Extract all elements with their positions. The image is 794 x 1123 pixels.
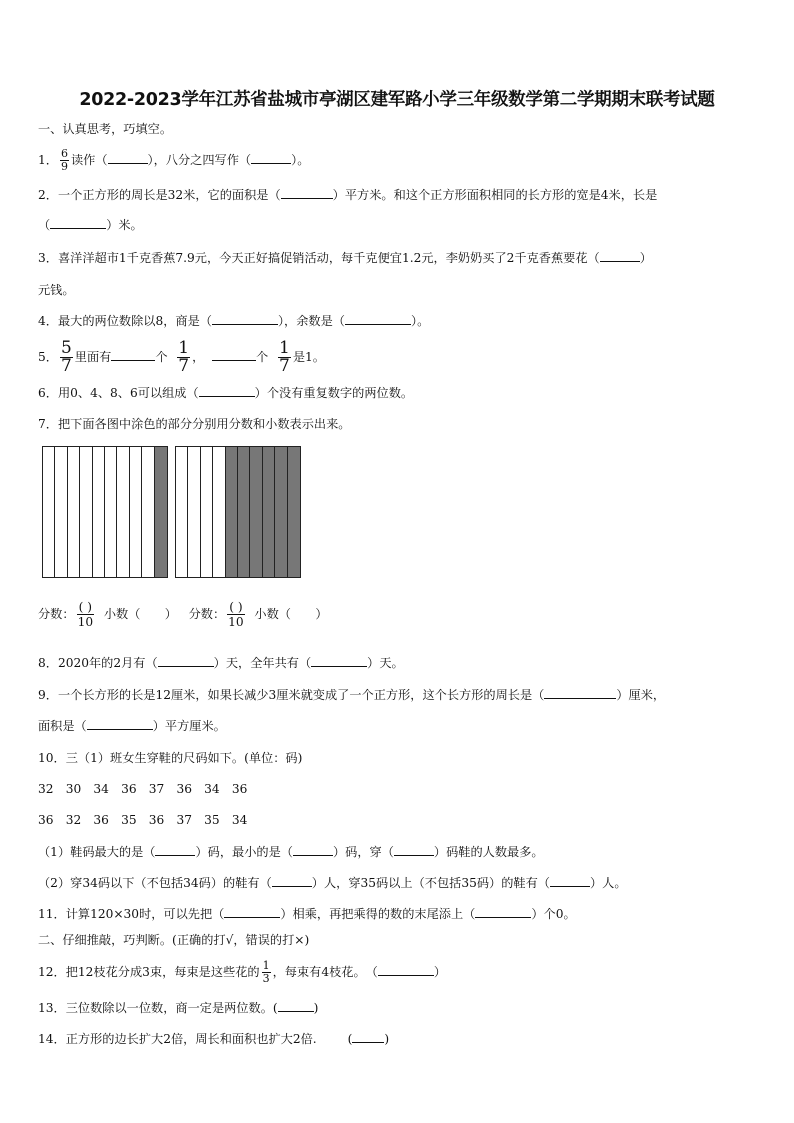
answer-blank[interactable]: [281, 187, 333, 199]
answer-blank[interactable]: [352, 1031, 384, 1043]
answer-blank[interactable]: [311, 655, 367, 667]
unshaded-strip: [105, 447, 117, 577]
shaded-strip: [238, 447, 250, 577]
question-11: 11．计算120×30时，可以先把（ ）相乘，再把乘得的数的末尾添上（ ）个0。: [38, 907, 576, 921]
unshaded-strip: [93, 447, 105, 577]
answer-blank[interactable]: [212, 349, 256, 361]
question-7-answers: 分数： $\frac{( )}{10}$ 小数（ ） 分数： $\frac{( )}{10}$ 小数（ ）: [38, 600, 328, 629]
question-10-part-2: （2）穿34码以下（不包括34码）的鞋有（ ）人，穿35码以上（不包括35码）的鞋有（ ）人。: [38, 876, 627, 890]
answer-blank[interactable]: [293, 844, 333, 856]
unshaded-strip: [213, 447, 225, 577]
answer-blank[interactable]: [345, 313, 411, 325]
strip-figure-2: [175, 446, 301, 578]
question-10: 10．三（1）班女生穿鞋的尺码如下。(单位：码): [38, 751, 303, 765]
section-heading-2: 二、仔细推敲，巧判断。(正确的打√，错误的打×): [38, 933, 310, 947]
unshaded-strip: [117, 447, 129, 577]
data-row-2: 36 32 36 35 36 37 35 34: [38, 813, 248, 827]
section-heading-1: 一、认真思考，巧填空。: [38, 122, 173, 136]
fraction-answer-2: $\frac{( )}{10}$: [228, 600, 244, 629]
fraction-answer-1: $\frac{( )}{10}$: [77, 600, 94, 629]
answer-blank[interactable]: [87, 718, 153, 730]
answer-blank[interactable]: [224, 906, 280, 918]
unshaded-strip: [55, 447, 67, 577]
question-6: 6．用0、4、8、6可以组成（ ）个没有重复数字的两位数。: [38, 386, 414, 400]
fraction-5-7: $\frac{5}{7}$: [60, 338, 72, 376]
answer-blank[interactable]: [155, 844, 195, 856]
fraction-1-7: $\frac{1}{7}$: [178, 338, 190, 376]
question-7: 7．把下面各图中涂色的部分分别用分数和小数表示出来。: [38, 417, 351, 431]
question-3-cont: 元钱。: [38, 283, 75, 297]
answer-blank[interactable]: [550, 875, 590, 887]
data-row-1: 32 30 34 36 37 36 34 36: [38, 782, 248, 796]
answer-blank[interactable]: [199, 385, 255, 397]
shaded-strip: [275, 447, 287, 577]
question-4: 4．最大的两位数除以8，商是（ ），余数是（ ）。: [38, 314, 430, 328]
page-title: 2022-2023学年江苏省盐城市亭湖区建军路小学三年级数学第二学期期末联考试题: [79, 90, 715, 110]
question-3: 3．喜洋洋超市1千克香蕉7.9元，今天正好搞促销活动，每千克便宜1.2元，李奶奶买了2千克香蕉要花（ ）: [38, 251, 652, 265]
answer-blank[interactable]: [251, 152, 291, 164]
unshaded-strip: [142, 447, 154, 577]
question-5: 5． $\frac{5}{7}$ 里面有 个 $\frac{1}{7}$ ， 个 $\frac{1}{7}$ 是1。: [38, 338, 325, 376]
question-2-cont: （ ）米。: [38, 218, 143, 232]
shaded-strip: [226, 447, 238, 577]
answer-blank[interactable]: [108, 152, 148, 164]
fraction-6-9: $\frac{6}{9}$: [60, 147, 68, 173]
unshaded-strip: [176, 447, 188, 577]
unshaded-strip: [188, 447, 200, 577]
shaded-strip: [250, 447, 262, 577]
unshaded-strip: [80, 447, 92, 577]
fraction-1-3: $\frac{1}{3}$: [262, 959, 270, 985]
question-13: 13．三位数除以一位数，商一定是两位数。( ): [38, 1001, 319, 1015]
shaded-strip: [155, 447, 167, 577]
unshaded-strip: [201, 447, 213, 577]
fraction-1-7: $\frac{1}{7}$: [278, 338, 290, 376]
answer-blank[interactable]: [212, 313, 278, 325]
answer-blank[interactable]: [475, 906, 531, 918]
question-9: 9．一个长方形的长是12厘米，如果长减少3厘米就变成了一个正方形，这个长方形的周长是（ ）厘米，: [38, 688, 666, 702]
shaded-strip: [288, 447, 300, 577]
answer-blank[interactable]: [111, 349, 155, 361]
question-10-part-1: （1）鞋码最大的是（ ）码，最小的是（ ）码，穿（ ）码鞋的人数最多。: [38, 845, 544, 859]
unshaded-strip: [43, 447, 55, 577]
question-1: 1． $\frac{6}{9}$ 读作（ ），八分之四写作（ ）。: [38, 147, 310, 173]
question-12: 12．把12枝花分成3束，每束是这些花的 $\frac{1}{3}$ ，每束有4枝花。 （ ）: [38, 959, 447, 985]
question-8: 8．2020年的2月有（ ）天，全年共有（ ）天。: [38, 656, 404, 670]
shaded-strip: [263, 447, 275, 577]
unshaded-strip: [68, 447, 80, 577]
answer-blank[interactable]: [544, 687, 616, 699]
answer-blank[interactable]: [394, 844, 434, 856]
unshaded-strip: [130, 447, 142, 577]
answer-blank[interactable]: [378, 964, 434, 976]
answer-blank[interactable]: [272, 875, 312, 887]
answer-blank[interactable]: [158, 655, 214, 667]
question-9-cont: 面积是（ ）平方厘米。: [38, 719, 226, 733]
question-2: 2．一个正方形的周长是32米，它的面积是（ ）平方米。和这个正方形面积相同的长方形的宽是4米，长是: [38, 188, 658, 202]
question-14: 14．正方形的边长扩大2倍，周长和面积也扩大2倍. ( ): [38, 1032, 390, 1046]
answer-blank[interactable]: [278, 1000, 314, 1012]
answer-blank[interactable]: [50, 217, 106, 229]
answer-blank[interactable]: [600, 250, 640, 262]
strip-figure-1: [42, 446, 168, 578]
